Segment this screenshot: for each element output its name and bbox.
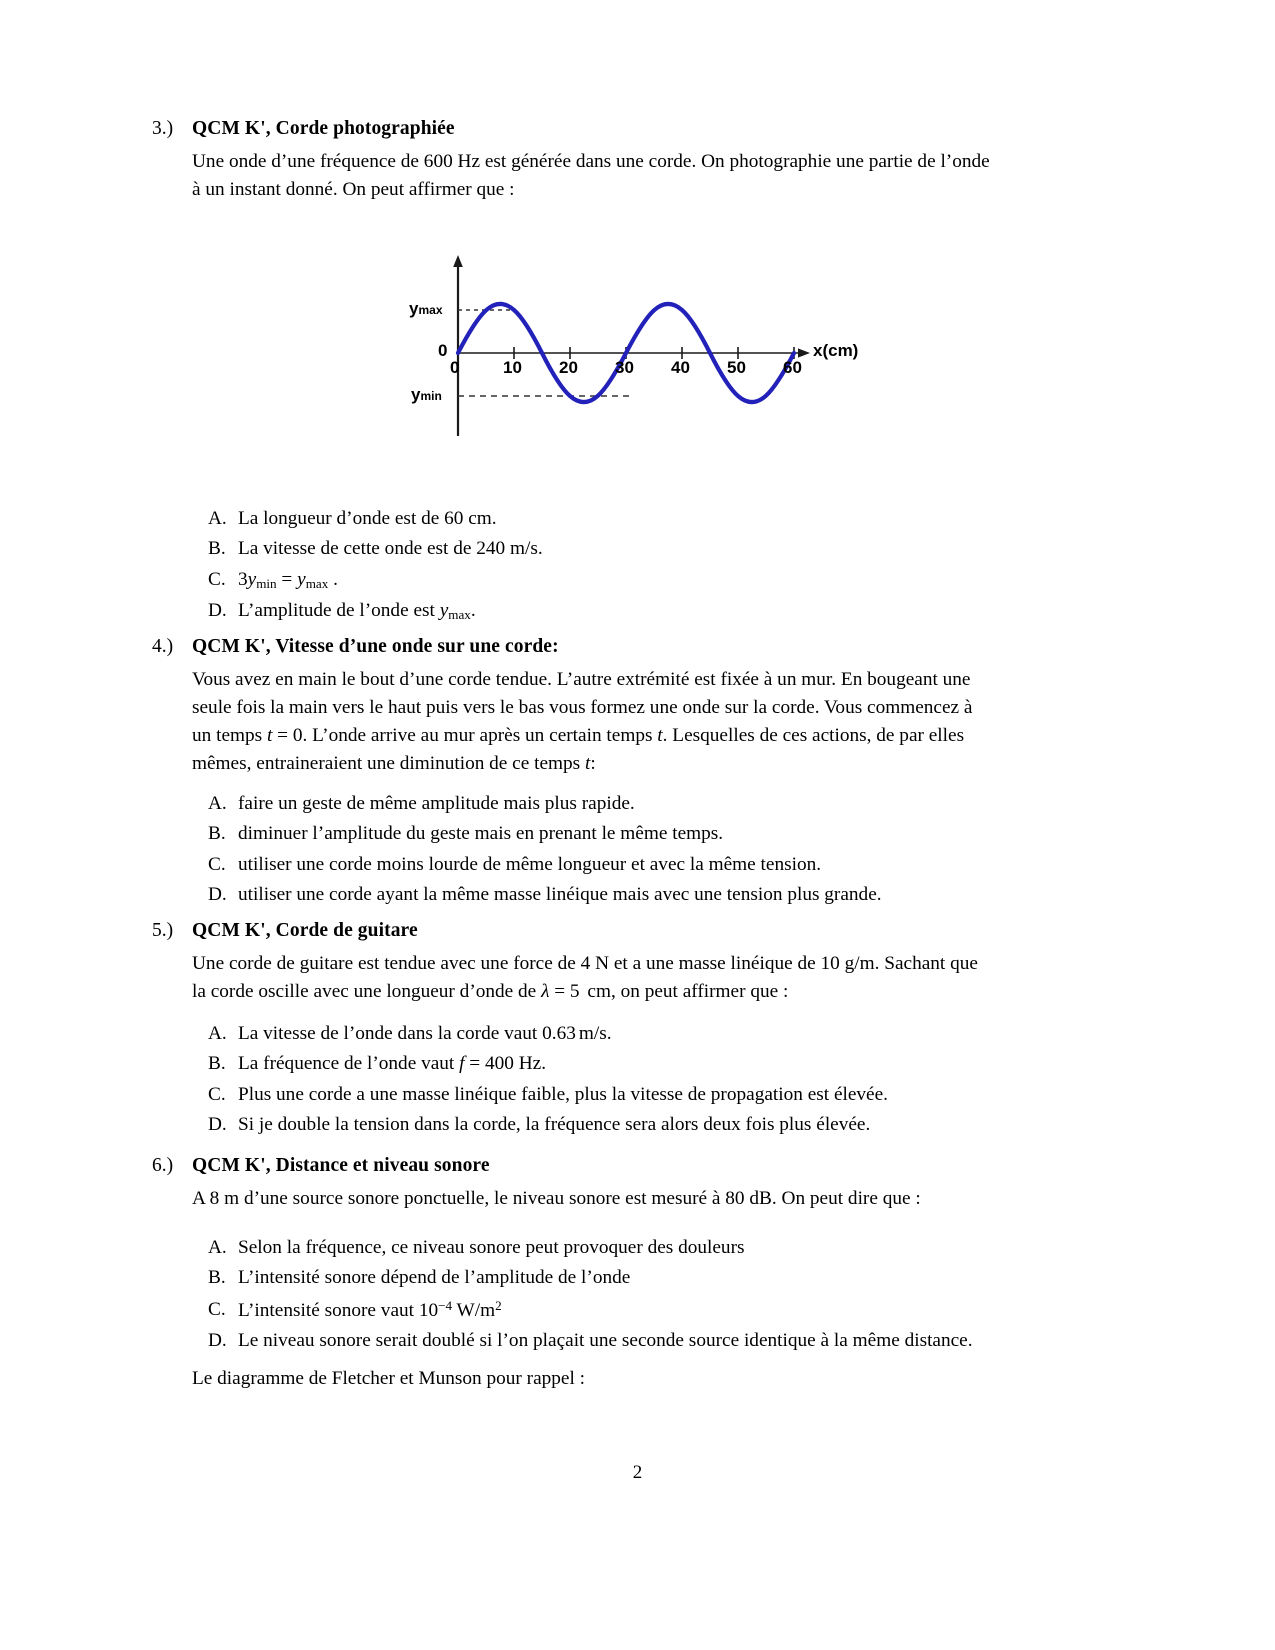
question-6-body-line-1: A 8 m d’une source sonore ponctuelle, le niveau sonore est mesuré à 80 dB. On peut dire que : — [192, 1188, 921, 1209]
y-tick-label-ymin: ymin — [411, 385, 442, 404]
option-text: Selon la fréquence, ce niveau sonore peut provoquer des douleurs — [238, 1237, 745, 1258]
option-label: C. — [208, 853, 226, 875]
question-3-options — [208, 509, 1148, 632]
option-item[interactable] — [208, 509, 1148, 528]
question-5-heading — [152, 920, 1092, 942]
question-5-body-line-2: la corde oscille avec une longueur d’onde de λ = 5 cm, on peut affirmer que : — [192, 980, 789, 1002]
option-label: A. — [208, 1023, 227, 1044]
question-4-number: 4.) — [152, 636, 174, 657]
x-tick-label-0: 0 — [450, 358, 460, 377]
question-5-body-line-1: Une corde de guitare est tendue avec une force de 4 N et a une masse linéique de 10 g/m. Sachant que — [192, 953, 978, 974]
question-3-heading — [152, 118, 1092, 140]
option-text: L’intensité sonore dépend de l’amplitude de l’onde — [238, 1267, 631, 1289]
option-item[interactable] — [208, 824, 1148, 843]
option-item[interactable] — [208, 1299, 1148, 1320]
option-label: C. — [208, 1299, 226, 1321]
x-tick-label-40: 40 — [671, 358, 690, 377]
option-text-math: La fréquence de l’onde vaut f = 400 Hz. — [238, 1053, 547, 1075]
option-item[interactable] — [208, 1024, 1148, 1043]
question-5-title: QCM K', Corde de guitare — [192, 920, 418, 941]
question-6-title: QCM K', Distance et niveau sonore — [192, 1155, 490, 1176]
question-5 — [152, 920, 1092, 1006]
option-label: A. — [208, 1237, 227, 1258]
option-text: Si je double la tension dans la corde, la fréquence sera alors deux fois plus élevée. — [238, 1113, 871, 1135]
option-label: D. — [208, 1329, 227, 1351]
option-label: A. — [208, 508, 227, 529]
question-4-body-line-1: Vous avez en main le bout d’une corde tendue. L’autre extrémité est fixée à un mur. En bougeant une — [192, 669, 971, 690]
option-text-math: La vitesse de l’onde dans la corde vaut 0.63 m/s. — [238, 1023, 612, 1044]
option-item[interactable] — [208, 1054, 1148, 1073]
option-item[interactable] — [208, 1115, 1148, 1134]
option-label: B. — [208, 823, 226, 845]
option-text-math: L’amplitude de l’onde est $y_{max}$. — [238, 599, 476, 622]
y-tick-label-ymax: ymax — [409, 299, 443, 318]
question-5-body — [192, 950, 1092, 1006]
question-6-options — [208, 1238, 1148, 1361]
x-tick-label-10: 10 — [503, 358, 522, 377]
option-text: faire un geste de même amplitude mais plus rapide. — [238, 793, 635, 814]
option-item[interactable] — [208, 1268, 1148, 1287]
question-6-closing-note — [192, 1368, 1092, 1390]
option-item[interactable] — [208, 1331, 1148, 1350]
question-3-title: QCM K', Corde photographiée — [192, 118, 455, 139]
option-label: A. — [208, 793, 227, 814]
x-tick-label-50: 50 — [727, 358, 746, 377]
option-item[interactable] — [208, 1085, 1148, 1104]
page-number: 2 — [632, 1462, 643, 1483]
wave-figure — [398, 248, 878, 453]
question-3 — [152, 118, 1092, 204]
option-item[interactable] — [208, 539, 1148, 558]
option-label: B. — [208, 1267, 226, 1289]
question-4-heading — [152, 636, 1092, 658]
option-text: utiliser une corde ayant la même masse linéique mais avec une tension plus grande. — [238, 883, 882, 905]
question-5-number: 5.) — [152, 920, 174, 941]
option-item[interactable] — [208, 885, 1148, 904]
option-label: D. — [208, 1113, 227, 1135]
question-3-body — [192, 148, 1092, 204]
option-label: C. — [208, 568, 226, 590]
option-text-math: $3y_{min} = y_{max}$ . — [238, 568, 338, 591]
question-4-options — [208, 794, 1148, 915]
question-6 — [152, 1155, 1092, 1213]
question-5-options — [208, 1024, 1148, 1145]
question-4-body — [192, 666, 1092, 778]
option-text: Plus une corde a une masse linéique faible, plus la vitesse de propagation est élevée. — [238, 1083, 888, 1105]
closing-text: Le diagramme de Fletcher et Munson pour rappel : — [192, 1368, 585, 1389]
question-6-body — [192, 1185, 1092, 1213]
option-item[interactable] — [208, 855, 1148, 874]
question-3-body-line-1: Une onde d’une fréquence de 600 Hz est générée dans une corde. On photographie une partie de l’onde — [192, 151, 990, 172]
option-text-math: L’intensité sonore vaut $10^{-4}$ $W/m^2$ — [238, 1297, 502, 1321]
option-item[interactable] — [208, 570, 1148, 590]
option-label: B. — [208, 1053, 226, 1075]
question-4-body-line-2: seule fois la main vers le haut puis vers le bas vous formez une onde sur la corde. Vous commencez à — [192, 696, 973, 718]
option-label: C. — [208, 1083, 226, 1105]
question-3-body-line-2: à un instant donné. On peut affirmer que : — [192, 178, 515, 200]
question-4-body-line-3: un temps t = 0. L’onde arrive au mur après un certain temps t. Lesquelles de ces actions, de par elles — [192, 724, 965, 746]
question-4-title: QCM K', Vitesse d’une onde sur une corde: — [192, 636, 559, 657]
option-text: La vitesse de cette onde est de 240 m/s. — [238, 538, 543, 560]
option-label: D. — [208, 599, 227, 621]
question-4-body-line-4: mêmes, entraineraient une diminution de ce temps t: — [192, 752, 596, 774]
option-item[interactable] — [208, 601, 1148, 621]
option-label: B. — [208, 538, 226, 560]
y-tick-label-zero: 0 — [438, 341, 448, 360]
x-tick-label-20: 20 — [559, 358, 578, 377]
option-text: Le niveau sonore serait doublé si l’on plaçait une seconde source identique à la même distance. — [238, 1329, 973, 1351]
x-tick-label-30: 30 — [615, 358, 634, 377]
question-6-heading — [152, 1155, 1092, 1177]
option-text: La longueur d’onde est de 60 cm. — [238, 508, 497, 529]
option-text: utiliser une corde moins lourde de même longueur et avec la même tension. — [238, 853, 822, 875]
option-label: D. — [208, 883, 227, 905]
question-4 — [152, 636, 1092, 778]
question-6-number: 6.) — [152, 1155, 174, 1176]
question-3-number: 3.) — [152, 118, 174, 139]
option-item[interactable] — [208, 794, 1148, 813]
x-tick-label-60: 60 — [783, 358, 802, 377]
option-item[interactable] — [208, 1238, 1148, 1257]
x-axis-label: x(cm) — [813, 341, 859, 360]
option-text: diminuer l’amplitude du geste mais en prenant le même temps. — [238, 823, 724, 845]
